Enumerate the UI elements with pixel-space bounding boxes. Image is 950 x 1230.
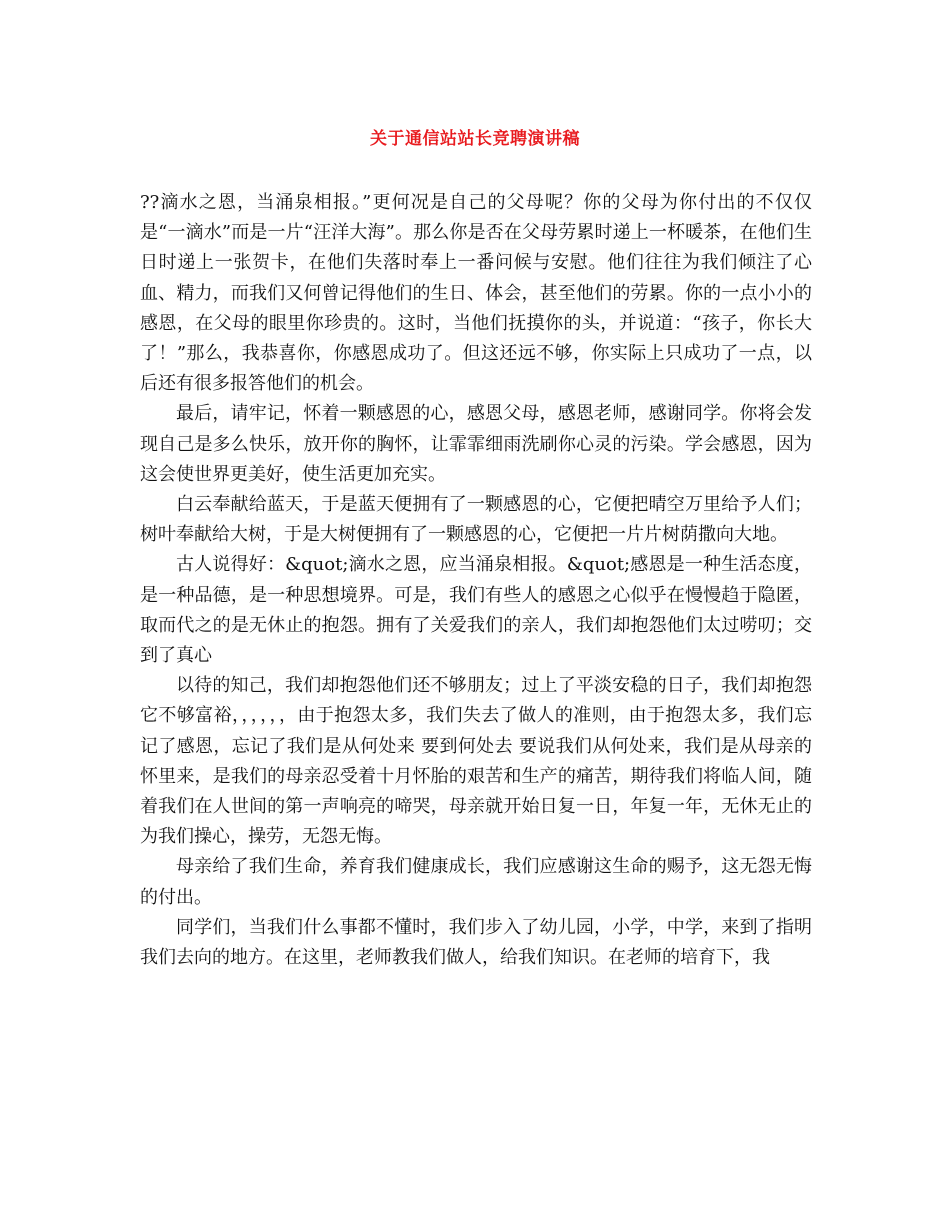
document-title: 关于通信站站长竞聘演讲稿	[370, 129, 580, 149]
paragraph-5: 以待的知己，我们却抱怨他们还不够朋友；过上了平淡安稳的日子，我们却抱怨它不够富裕，，，，，，由于抱怨太多，我们失去了做人的准则，由于抱怨太多，我们忘记了感恩，忘记了我们是从何处来 要到何处去 要说我们从何处来，我们是从母亲的怀里来，是我们的母亲忍受着十月怀胎的艰苦和生产的痛苦，期待我们将临人间，随着我们在人世间的第一声响亮的啼哭，母亲就开始日复一日，年复一年，无休无止的为我们操心，操劳，无怨无悔。	[140, 675, 812, 848]
paragraph-4: 古人说得好：&quot;滴水之恩，应当涌泉相报。&quot;感恩是一种生活态度，是一种品德，是一种思想境界。可是，我们有些人的感恩之心似乎在慢慢趋于隐匿，取而代之的是无休止的抱怨。拥有了关爱我们的亲人，我们却抱怨他们太过唠叨；交到了真心	[140, 554, 812, 667]
paragraph-3: 白云奉献给蓝天，于是蓝天便拥有了一颗感恩的心，它便把晴空万里给予人们；树叶奉献给大树，于是大树便拥有了一颗感恩的心，它便把一片片树荫撒向大地。	[140, 494, 812, 546]
paragraph-6: 母亲给了我们生命，养育我们健康成长，我们应感谢这生命的赐予，这无怨无悔的付出。	[140, 856, 812, 908]
paragraph-1: ??滴水之恩，当涌泉相报。”更何况是自己的父母呢？你的父母为你付出的不仅仅是“一滴水”而是一片“汪洋大海”。那么你是否在父母劳累时递上一杯暖茶，在他们生日时递上一张贺卡，在他们失落时奉上一番问候与安慰。他们往往为我们倾注了心血、精力，而我们又何曾记得他们的生日、体会，甚至他们的劳累。你的一点小小的感恩，在父母的眼里你珍贵的。这时，当他们抚摸你的头，并说道：“孩子，你长大了！”那么，我恭喜你，你感恩成功了。但这还远不够，你实际上只成功了一点，以后还有很多报答他们的机会。	[140, 192, 812, 395]
paragraph-7: 同学们，当我们什么事都不懂时，我们步入了幼儿园，小学，中学，来到了指明我们去向的地方。在这里，老师教我们做人，给我们知识。在老师的培育下，我	[140, 916, 812, 969]
document-body	[140, 188, 812, 973]
paragraph-2: 最后，请牢记，怀着一颗感恩的心，感恩父母，感恩老师，感谢同学。你将会发现自己是多么快乐，放开你的胸怀，让霏霏细雨洗刷你心灵的污染。学会感恩，因为这会使世界更美好，使生活更加充实。	[140, 403, 812, 485]
